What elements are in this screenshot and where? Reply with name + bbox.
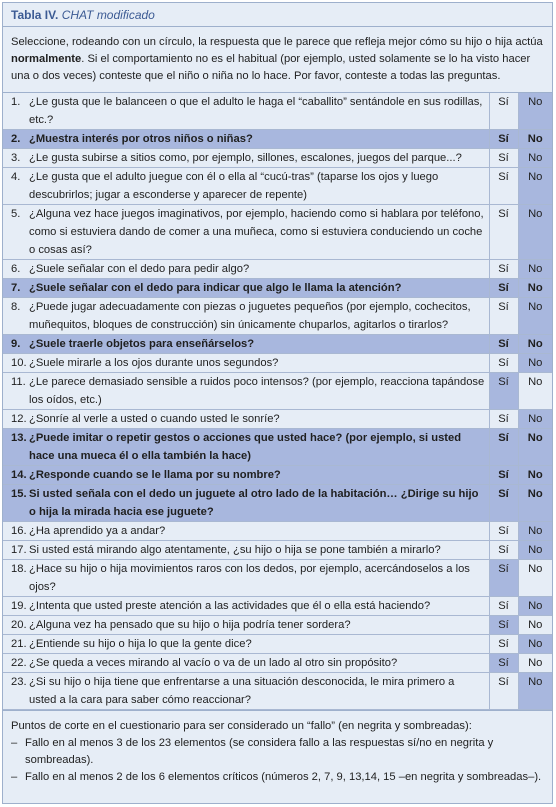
answer-no[interactable]: No — [518, 654, 552, 673]
table-row — [3, 168, 552, 205]
table-row — [3, 205, 552, 260]
answer-yes[interactable]: Sí — [489, 149, 518, 168]
item-question: ¿Se queda a veces mirando al vacío o va de un lado al otro sin propósito? — [29, 654, 489, 673]
table-row — [3, 149, 552, 168]
item-number: 17. — [3, 541, 29, 560]
footer-notes — [3, 710, 552, 786]
item-question: Si usted está mirando algo atentamente, ¿su hijo o hija se pone también a mirarlo? — [29, 541, 489, 560]
table-row — [3, 485, 552, 522]
answer-no[interactable]: No — [518, 354, 552, 373]
instructions-bold: normalmente — [11, 53, 82, 65]
answer-no[interactable]: No — [518, 373, 552, 410]
footer-bullet-text: Fallo en al menos 2 de los 6 elementos críticos (números 2, 7, 9, 13,14, 15 –en negrita y sombreadas–). — [25, 771, 542, 783]
table-row — [3, 522, 552, 541]
item-question: ¿Puede imitar o repetir gestos o acciones que usted hace? (por ejemplo, si usted hace una mueca él o ella también la hace) — [29, 429, 489, 466]
item-number: 15. — [3, 485, 29, 522]
answer-yes[interactable]: Sí — [489, 354, 518, 373]
table-row — [3, 560, 552, 597]
table-row — [3, 410, 552, 429]
table-row — [3, 260, 552, 279]
answer-yes[interactable]: Sí — [489, 168, 518, 205]
table-row — [3, 93, 552, 130]
table-row — [3, 673, 552, 710]
answer-yes[interactable]: Sí — [489, 635, 518, 654]
answer-no[interactable]: No — [518, 560, 552, 597]
item-number: 21. — [3, 635, 29, 654]
answer-no[interactable]: No — [518, 149, 552, 168]
answer-no[interactable]: No — [518, 168, 552, 205]
answer-no[interactable]: No — [518, 279, 552, 298]
item-question: ¿Suele señalar con el dedo para pedir algo? — [29, 260, 489, 279]
table-row — [3, 429, 552, 466]
item-number: 16. — [3, 522, 29, 541]
answer-no[interactable]: No — [518, 673, 552, 710]
answer-yes[interactable]: Sí — [489, 597, 518, 616]
answer-no[interactable]: No — [518, 260, 552, 279]
item-question: ¿Suele traerle objetos para enseñárselos? — [29, 335, 489, 354]
item-question: ¿Le parece demasiado sensible a ruidos poco intensos? (por ejemplo, reacciona tapándose los oídos, etc.) — [29, 373, 489, 410]
chat-table-panel — [2, 2, 553, 804]
table-row — [3, 466, 552, 485]
item-question: ¿Alguna vez hace juegos imaginativos, por ejemplo, haciendo como si hablara por teléfono, como si estuviera dando de comer a una muñeca, como si estuviera conduciendo un coche o cosas así? — [29, 205, 489, 260]
answer-yes[interactable]: Sí — [489, 429, 518, 466]
answer-no[interactable]: No — [518, 298, 552, 335]
item-number: 4. — [3, 168, 29, 205]
item-number: 22. — [3, 654, 29, 673]
item-number: 23. — [3, 673, 29, 710]
answer-no[interactable]: No — [518, 597, 552, 616]
answer-no[interactable]: No — [518, 410, 552, 429]
item-number: 10. — [3, 354, 29, 373]
item-question: ¿Ha aprendido ya a andar? — [29, 522, 489, 541]
item-question: ¿Alguna vez ha pensado que su hijo o hija podría tener sordera? — [29, 616, 489, 635]
item-question: ¿Le gusta que el adulto juegue con él o ella al “cucú-tras” (taparse los ojos y luego descubrirlos; jugar a esconderse y aparecer de repente) — [29, 168, 489, 205]
item-question: ¿Le gusta que le balanceen o que el adulto le haga el “caballito” sentándole en sus rodillas, etc.? — [29, 93, 489, 130]
table-row — [3, 597, 552, 616]
answer-yes[interactable]: Sí — [489, 130, 518, 149]
table-title: CHAT modificado — [61, 8, 155, 22]
item-number: 14. — [3, 466, 29, 485]
footer-intro: Puntos de corte en el cuestionario para ser considerado un “fallo” (en negrita y sombreadas): — [11, 720, 472, 732]
item-number: 19. — [3, 597, 29, 616]
answer-yes[interactable]: Sí — [489, 279, 518, 298]
table-row — [3, 279, 552, 298]
answer-no[interactable]: No — [518, 635, 552, 654]
answer-yes[interactable]: Sí — [489, 298, 518, 335]
answer-no[interactable]: No — [518, 93, 552, 130]
item-number: 3. — [3, 149, 29, 168]
answer-yes[interactable]: Sí — [489, 673, 518, 710]
answer-yes[interactable]: Sí — [489, 485, 518, 522]
answer-yes[interactable]: Sí — [489, 616, 518, 635]
item-number: 18. — [3, 560, 29, 597]
answer-yes[interactable]: Sí — [489, 560, 518, 597]
answer-yes[interactable]: Sí — [489, 466, 518, 485]
instructions — [3, 27, 552, 93]
item-question: Si usted señala con el dedo un juguete al otro lado de la habitación… ¿Dirige su hijo o hija la mirada hacia ese juguete? — [29, 485, 489, 522]
answer-yes[interactable]: Sí — [489, 260, 518, 279]
table-caption — [3, 3, 552, 27]
table-row — [3, 335, 552, 354]
table-row — [3, 635, 552, 654]
footer-bullet — [11, 735, 544, 769]
answer-no[interactable]: No — [518, 130, 552, 149]
answer-yes[interactable]: Sí — [489, 654, 518, 673]
item-question: ¿Sonríe al verle a usted o cuando usted le sonríe? — [29, 410, 489, 429]
item-number: 12. — [3, 410, 29, 429]
item-number: 1. — [3, 93, 29, 130]
answer-no[interactable]: No — [518, 466, 552, 485]
table-row — [3, 354, 552, 373]
answer-yes[interactable]: Sí — [489, 522, 518, 541]
item-number: 2. — [3, 130, 29, 149]
item-number: 8. — [3, 298, 29, 335]
instructions-text-a: Seleccione, rodeando con un círculo, la respuesta que le parece que refleja mejor cómo su hijo o hija actúa — [11, 36, 543, 48]
questionnaire-table — [3, 93, 552, 710]
item-number: 6. — [3, 260, 29, 279]
item-question: ¿Entiende su hijo o hija lo que la gente dice? — [29, 635, 489, 654]
answer-yes[interactable]: Sí — [489, 373, 518, 410]
table-row — [3, 654, 552, 673]
answer-no[interactable]: No — [518, 541, 552, 560]
item-number: 9. — [3, 335, 29, 354]
item-question: ¿Si su hijo o hija tiene que enfrentarse a una situación desconocida, le mira primero a usted a la cara para saber cómo reaccionar? — [29, 673, 489, 710]
answer-no[interactable]: No — [518, 485, 552, 522]
answer-yes[interactable]: Sí — [489, 335, 518, 354]
answer-no[interactable]: No — [518, 335, 552, 354]
table-row — [3, 130, 552, 149]
item-question: ¿Muestra interés por otros niños o niñas? — [29, 130, 489, 149]
item-question: ¿Le gusta subirse a sitios como, por ejemplo, sillones, escalones, juegos del parque...? — [29, 149, 489, 168]
answer-yes[interactable]: Sí — [489, 410, 518, 429]
table-row — [3, 616, 552, 635]
bullet-dash: – — [11, 771, 18, 783]
table-row — [3, 298, 552, 335]
item-number: 7. — [3, 279, 29, 298]
answer-no[interactable]: No — [518, 616, 552, 635]
item-question: ¿Responde cuando se le llama por su nombre? — [29, 466, 489, 485]
item-number: 11. — [3, 373, 29, 410]
item-question: ¿Suele mirarle a los ojos durante unos segundos? — [29, 354, 489, 373]
item-question: ¿Suele señalar con el dedo para indicar que algo le llama la atención? — [29, 279, 489, 298]
table-number: Tabla IV. — [11, 8, 59, 22]
answer-no[interactable]: No — [518, 429, 552, 466]
answer-yes[interactable]: Sí — [489, 205, 518, 260]
table-row — [3, 373, 552, 410]
item-number: 5. — [3, 205, 29, 260]
item-question: ¿Hace su hijo o hija movimientos raros con los dedos, por ejemplo, acercándoselos a los ojos? — [29, 560, 489, 597]
bullet-dash: – — [11, 737, 18, 749]
instructions-text-b: . Si el comportamiento no es el habitual (por ejemplo, usted solamente se lo ha visto hacer una o dos veces) conteste que el niño o niña no lo hace. Por favor, conteste a todas las preguntas. — [11, 53, 531, 82]
answer-yes[interactable]: Sí — [489, 541, 518, 560]
answer-no[interactable]: No — [518, 205, 552, 260]
item-number: 20. — [3, 616, 29, 635]
footer-bullet-text: Fallo en al menos 3 de los 23 elementos (se considera fallo a las respuestas sí/no en negrita y sombreadas). — [25, 737, 494, 766]
item-question: ¿Puede jugar adecuadamente con piezas o juguetes pequeños (por ejemplo, cochecitos, muñequitos, bloques de construcción) sin únicamente chuparlos, agitarlos o tirarlos? — [29, 298, 489, 335]
table-row — [3, 541, 552, 560]
answer-yes[interactable]: Sí — [489, 93, 518, 130]
item-question: ¿Intenta que usted preste atención a las actividades que él o ella está haciendo? — [29, 597, 489, 616]
item-number: 13. — [3, 429, 29, 466]
answer-no[interactable]: No — [518, 522, 552, 541]
footer-bullet — [11, 769, 544, 786]
